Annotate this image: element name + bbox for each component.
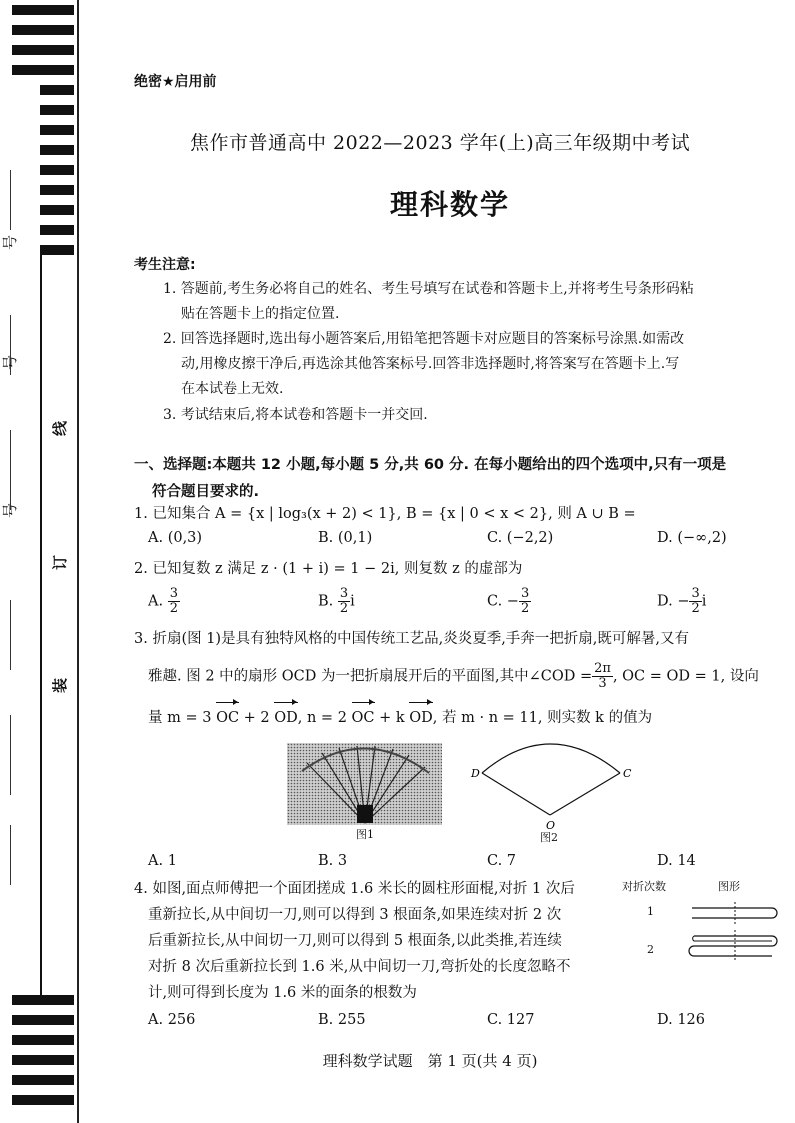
margin-line [40,255,42,995]
figure-1-fan-photo [287,743,442,825]
shape-header: 图形 [718,880,740,893]
margin-bar [12,65,74,75]
q1-option-c: C. (−2,2) [487,530,554,546]
q4-option-c: C. 127 [487,1012,535,1028]
notice-text: 1. 答题前,考生务必将自己的姓名、考生号填写在试卷和答题卡上,并将考生号条形码粘 [163,281,694,297]
q1-option-a: A. (0,3) [148,530,203,546]
fold-row-2-count: 2 [647,943,654,956]
question-2-stem: 2. 已知复数 z 满足 z · (1 + i) = 1 − 2i, 则复数 z 的虚部为 [134,561,523,577]
binding-margin [0,0,80,1123]
option-label: B. [318,593,334,610]
option-suffix: i [350,593,355,610]
fold-diagram [688,900,780,970]
question-4-stem [134,876,624,1006]
margin-bar [40,145,74,155]
q3-text: + k [379,710,405,726]
numerator: 3 [169,586,178,601]
denominator: 2 [691,601,700,616]
notice-text: 在本试卷上无效. [181,381,284,397]
subject-title: 理科数学 [389,188,510,221]
fraction [168,587,180,616]
question-1-stem: 1. 已知集合 A = {x | log₃(x + 2) < 1}, B = {x | 0 < x < 2}, 则 A ∪ B = [134,506,636,522]
numerator: 3 [339,586,349,601]
q3-option-b: B. 3 [318,853,348,869]
q3-text: , n = 2 [297,710,347,726]
notice-item-3 [163,403,775,428]
margin-bar [12,45,74,55]
figure-2-caption: 图2 [540,831,558,844]
margin-bar [40,125,74,135]
q3-option-a: A. 1 [148,853,177,869]
question-3-line-1: 3. 折扇(图 1)是具有独特风格的中国传统工艺品,炎炎夏季,手奔一把折扇,既可解暑,又有 [134,631,690,647]
q2-option-b [318,587,355,616]
fold-row-1-count: 1 [647,905,654,918]
fraction [338,587,350,616]
margin-bar [12,1015,74,1025]
option-label: C. [487,593,503,610]
q4-option-b: B. 255 [318,1012,366,1028]
field-line [10,715,11,795]
cut-label-bind: 订 [51,554,70,571]
label-d: D [471,767,480,780]
q4-line: 后重新拉长,从中间切一刀,则可以得到 5 根面条,以此类推,若连续 [148,933,562,949]
margin-bar [40,245,74,255]
margin-bar [40,165,74,175]
vector-od: OD [409,705,433,731]
numerator: 2π [594,661,611,676]
label-o: O [546,819,556,830]
field-line [10,825,11,885]
fan-photo-graphic [287,743,442,825]
fraction [519,587,531,616]
option-sign: − [506,593,519,610]
notice-text: 贴在答题卡上的指定位置. [181,306,340,322]
margin-bar [12,1095,74,1105]
notice-heading: 考生注意: [134,257,196,273]
q3-text: 雅趣. 图 2 中的扇形 OCD 为一把折扇展开后的平面图,其中∠COD = [148,668,593,685]
notice-item-2 [163,327,775,402]
section-heading [134,452,779,506]
q3-option-c: C. 7 [487,853,517,869]
margin-bar [40,105,74,115]
margin-bar [12,1075,74,1085]
option-label: D. [657,593,673,610]
q4-line: 4. 如图,面点师傅把一个面团搓成 1.6 米长的圆柱形面棍,对折 1 次后 [134,881,575,897]
section-line: 一、选择题:本题共 12 小题,每小题 5 分,共 60 分. 在每小题给出的四个选项中,只有一项是 [134,457,727,473]
numerator: 3 [520,586,530,601]
margin-bar [12,25,74,35]
q2-option-a [148,587,180,616]
q3-text: , 若 m · n = 11, 则实数 k 的值为 [432,710,653,726]
cut-label-fix: 装 [51,677,70,694]
q4-option-d: D. 126 [657,1012,706,1028]
fraction [689,587,701,616]
numerator: 3 [691,586,700,601]
section-line: 符合题目要求的. [152,484,260,500]
question-3-line-2 [148,662,780,691]
q4-line: 对折 8 次后重新拉长到 1.6 米,从中间切一刀,弯折处的长度忽略不 [148,959,571,975]
denominator: 2 [339,601,349,616]
fold-2-inner [693,936,772,941]
angle-fraction [592,662,613,691]
margin-bar [40,85,74,95]
margin-bar [40,225,74,235]
fold-1-loop [692,908,777,918]
q2-option-d [657,587,706,616]
field-line [10,430,11,510]
fold-2-loop [689,936,777,956]
margin-border-line [77,0,79,1123]
exam-title: 焦作市普通高中 2022—2023 学年(上)高三年级期中考试 [190,132,691,154]
page-footer: 理科数学试题 第 1 页(共 4 页) [322,1052,538,1070]
notice-text: 动,用橡皮擦干净后,再选涂其他答案标号.回答非选择题时,将答案写在答题卡上.写 [181,356,680,372]
radius-oc [550,773,620,815]
field-label: 号 [1,502,20,519]
notice-item-1 [163,277,775,327]
denominator: 2 [520,601,530,616]
sector-graphic [470,735,640,830]
q3-text: 量 m = 3 [148,710,212,726]
figure-2-sector [470,735,640,830]
denominator: 3 [598,676,607,691]
radius-od [482,773,550,815]
q3-option-d: D. 14 [657,853,696,869]
field-label: 号 [1,354,20,371]
option-suffix: i [701,593,707,610]
question-3-line-3 [148,705,780,731]
notice-text: 2. 回答选择题时,选出每小题答案后,用铅笔把答题卡对应题目的答案标号涂黑.如需改 [163,331,685,347]
vector-oc: OC [352,705,375,731]
q2-option-c [487,587,531,616]
q1-option-b: B. (0,1) [318,530,373,546]
label-c: C [623,767,632,780]
margin-bar [12,1035,74,1045]
margin-bar [12,5,74,15]
q4-line: 计,则可得到长度为 1.6 米的面条的根数为 [148,985,417,1001]
option-label: A. [148,593,164,610]
cut-label-line: 线 [51,420,70,437]
field-line [10,600,11,670]
notice-text: 3. 考试结束后,将本试卷和答题卡一并交回. [163,407,428,423]
denominator: 2 [169,601,178,616]
q1-option-d: D. (−∞,2) [657,530,727,546]
q4-line: 重新拉长,从中间切一刀,则可以得到 3 根面条,如果连续对折 2 次 [148,907,562,923]
vector-oc: OC [216,705,239,731]
fold-count-header: 对折次数 [622,880,666,893]
vector-od: OD [274,705,298,731]
confidential-label: 绝密★启用前 [134,74,217,90]
fold-shapes [688,900,780,970]
margin-bar [12,995,74,1005]
q4-option-a: A. 256 [148,1012,196,1028]
option-sign: − [677,593,690,610]
q3-text: , OC = OD = 1, 设向 [612,668,759,685]
figure-1-caption: 图1 [356,828,374,841]
sector-arc [482,744,620,773]
field-label: 号 [1,234,20,251]
q3-text: + 2 [243,710,270,726]
